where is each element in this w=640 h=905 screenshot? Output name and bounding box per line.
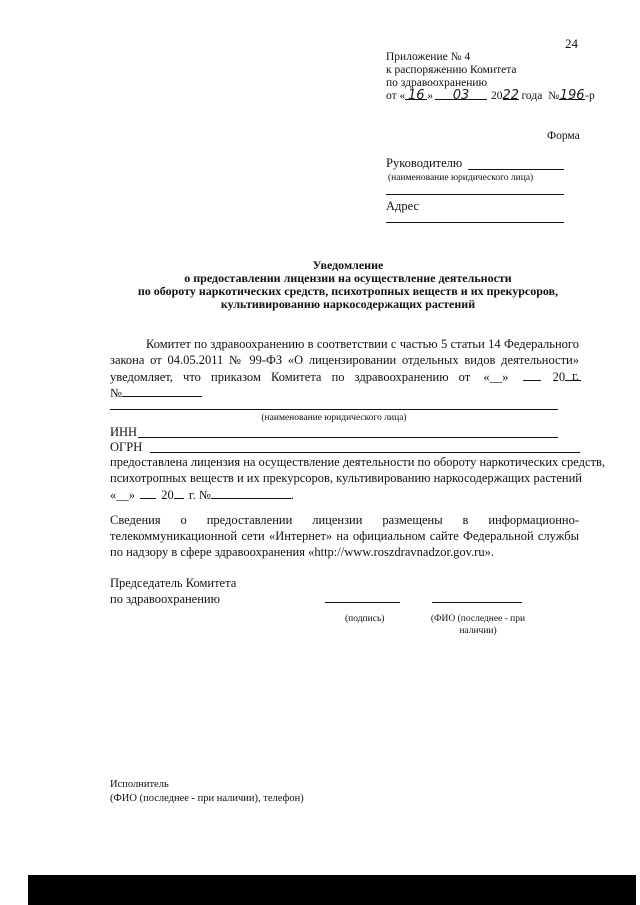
order-num-suffix: -р [585, 90, 595, 102]
date-year-prefix: 20 [491, 90, 503, 102]
p1-date-g: г. [572, 369, 579, 383]
date-year: 22 [502, 88, 520, 103]
executor-caption: (ФИО (последнее - при наличии), телефон) [110, 793, 304, 804]
signature-caption: (подпись) [345, 614, 385, 624]
order-num-prefix: № [548, 90, 560, 102]
p1-date-year: 20 [552, 370, 566, 384]
executor-label: Исполнитель [110, 779, 169, 790]
scan-border-notch [0, 875, 28, 905]
p2-line-2: психотропных веществ и их прекурсоров, культивированию наркосодержащих растений [110, 471, 582, 485]
title-line-1: Уведомление [312, 258, 384, 272]
head-name-line [468, 169, 564, 170]
org-caption: (наименование юридического лица) [261, 413, 407, 423]
appendix-line-2: к распоряжению Комитета [386, 64, 517, 76]
appendix-date-line [386, 88, 595, 102]
address-label: Адрес [386, 199, 420, 213]
signer-role-line-2: по здравоохранению [110, 592, 220, 606]
p1-line-3-text: уведомляет, что приказом Комитета по здравоохранению от [110, 370, 471, 384]
p3-line-1: Сведения о предоставлении лицензии размещены в информационно- [110, 513, 579, 527]
ogrn-label: ОГРН [110, 440, 143, 454]
title-line-2: о предоставлении лицензии на осуществление деятельности [184, 271, 512, 285]
head-extra-line [386, 194, 564, 195]
date-day: 16 [405, 88, 427, 100]
appendix-line-1: Приложение № 4 [386, 51, 471, 63]
p2-number-label: г. № [188, 488, 211, 502]
p1-date-month-line [523, 369, 541, 381]
head-label: Руководителю [386, 156, 463, 170]
date-year-suffix: года [521, 90, 543, 102]
page-number: 24 [565, 36, 578, 51]
fio-line [432, 602, 522, 603]
signature-line [325, 602, 400, 603]
scan-border-bar [0, 875, 640, 905]
p2-number-line [211, 487, 291, 499]
p3-line-2: телекоммуникационной сети «Интернет» на официальном сайте Федеральной службы [110, 529, 579, 543]
order-number: 196 [559, 88, 585, 103]
date-month: 03 [435, 88, 487, 100]
p2-date-year-line [174, 487, 184, 499]
scan-border-notch-right [636, 875, 640, 905]
title-line-3: по обороту наркотических средств, психотропных веществ и их прекурсоров, [137, 284, 559, 298]
p1-line-4 [110, 385, 202, 401]
p2-line-1: предоставлена лицензия на осуществление деятельности по обороту наркотических средств, [110, 455, 606, 469]
p2-date-month-line [140, 487, 156, 499]
p2-line-3: «__» 20 г. № . [110, 488, 294, 502]
ogrn-line [150, 452, 580, 453]
signer-role-line-1: Председатель Комитета [110, 576, 237, 590]
p2-date-day: «__» [110, 488, 135, 502]
p1-number-line [122, 385, 202, 397]
date-mid: » [427, 90, 433, 102]
fio-caption-line-1: (ФИО (последнее - при [430, 614, 526, 624]
head-caption: (наименование юридического лица) [388, 173, 534, 183]
p2-date-year: 20 [161, 488, 174, 502]
p1-number-sign: № [110, 386, 122, 400]
form-label: Форма [547, 130, 580, 142]
p1-line-2: закона от 04.05.2011 № 99-ФЗ «О лицензировании отдельных видов деятельности» [110, 353, 579, 367]
title-line-4: культивированию наркосодержащих растений [220, 297, 476, 311]
address-line [386, 222, 564, 223]
p1-date-day: «__» [483, 370, 509, 384]
org-name-line [110, 409, 558, 410]
date-prefix: от « [386, 90, 406, 102]
inn-label: ИНН [110, 425, 138, 439]
inn-line [138, 437, 558, 438]
appendix-line-3: по здравоохранению [386, 77, 488, 89]
fio-caption-line-2: наличии) [459, 626, 497, 636]
p1-line-1: Комитет по здравоохранению в соответствии с частью 5 статьи 14 Федерального [146, 337, 579, 351]
p3-line-3: по надзору в сфере здравоохранения «http://www.roszdravnadzor.gov.ru». [110, 545, 494, 559]
p1-line-3 [110, 369, 579, 385]
